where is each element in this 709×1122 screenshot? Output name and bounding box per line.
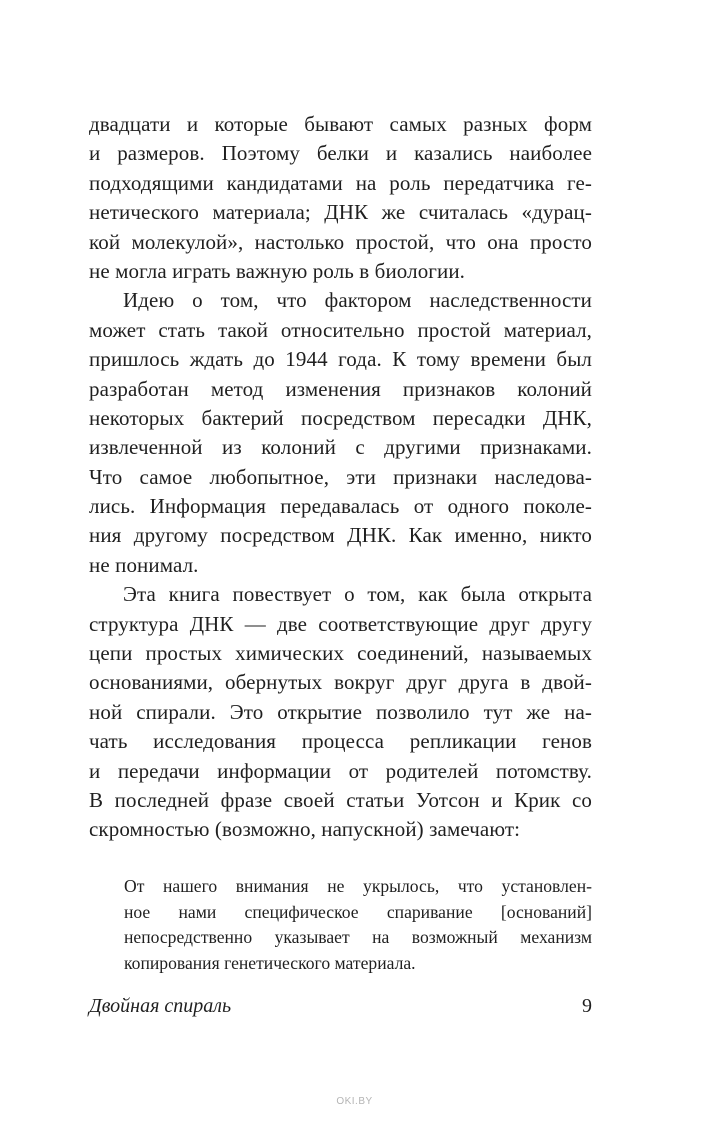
text-line: кой молекулой», настолько простой, что она просто	[89, 229, 592, 254]
text-line: некоторых бактерий посредством пересадки ДНК,	[89, 405, 592, 430]
block-quote	[124, 874, 592, 976]
text-line: ния другому посредством ДНК. Как именно, никто	[89, 523, 592, 548]
text-line: структура ДНК — две соответствующие друг другу	[89, 611, 592, 636]
text-line: разработан метод изменения признаков колоний	[89, 376, 592, 401]
main-text	[89, 110, 592, 845]
text-line: и размеров. Поэтому белки и казались наиболее	[89, 141, 592, 166]
text-line: пришлось ждать до 1944 года. К тому времени был	[89, 347, 592, 372]
text-line: скромностью (возможно, напускной) замечают:	[89, 817, 521, 842]
text-line: и передачи информации от родителей потомству.	[89, 758, 592, 783]
text-line: не могла играть важную роль в биологии.	[89, 258, 466, 283]
quote-line: копирования генетического материала.	[124, 952, 416, 973]
text-line: может стать такой относительно простой материал,	[89, 317, 592, 342]
text-line: извлеченной из колоний с другими признаками.	[89, 435, 592, 460]
page-number: 9	[582, 995, 592, 1017]
text-line: двадцати и которые бывают самых разных форм	[89, 112, 592, 136]
text-line: лись. Информация передавалась от одного поколе-	[89, 494, 592, 519]
text-line: Что самое любопытное, эти признаки наследова-	[89, 464, 592, 489]
text-line: В последней фразе своей статьи Уотсон и Крик со	[89, 787, 592, 812]
text-line: основаниями, обернутых вокруг друг друга в двой-	[89, 670, 592, 695]
quote-line: непосредственно указывает на возможный механизм	[124, 927, 592, 948]
quote-line: ное нами специфическое спаривание [оснований]	[124, 901, 592, 922]
paragraph-first-line: Идею о том, что фактором наследственности	[123, 288, 592, 313]
paragraph-first-line: Эта книга повествует о том, как была открыта	[123, 582, 592, 607]
text-line: ной спирали. Это открытие позволило тут же на-	[89, 699, 592, 724]
running-footer-title: Двойная спираль	[89, 995, 232, 1017]
quote-line: От нашего внимания не укрылось, что установлен-	[124, 876, 592, 896]
text-line: чать исследования процесса репликации генов	[89, 729, 592, 754]
watermark: OKI.BY	[336, 1096, 373, 1107]
text-line: подходящими кандидатами на роль передатчика ге-	[89, 170, 592, 195]
text-line: не понимал.	[89, 552, 199, 577]
text-line: цепи простых химических соединений, называемых	[89, 641, 592, 666]
text-line: нетического материала; ДНК же считалась «дурац-	[89, 200, 592, 225]
